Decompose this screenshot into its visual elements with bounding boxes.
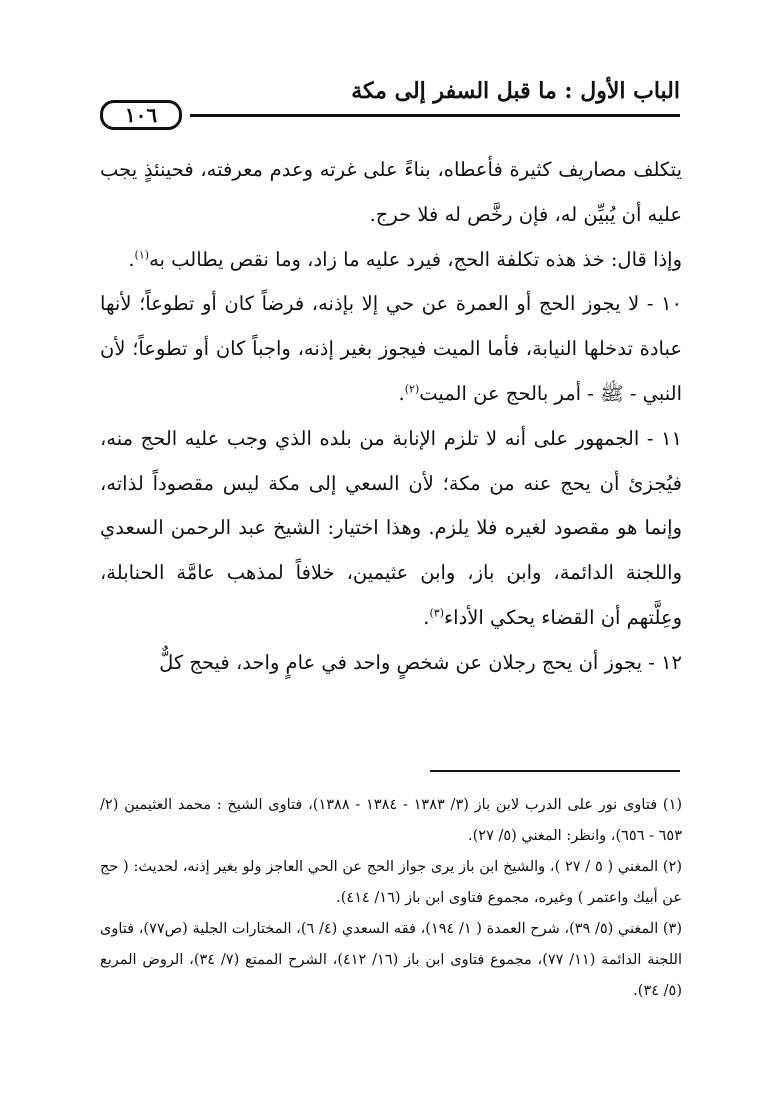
footnote: (٣) المغني (٥/ ٣٩)، شرح العمدة ( ١/ ١٩٤)، فقه السعدي (٤/ ٦)، المختارات الجلية (ص٧٧)، فتاوى اللجنة الدائمة (١١/ ٧٧)، مجموع فتاوى ابن باز (١٦/ ٤١٢)، الشرح الممتع (٧/ ٣٤)، الروض المربع (٥/ ٣٤). [100,921,682,999]
footnote-ref: (١) [134,248,150,262]
page-number: ١٠٦ [124,103,158,127]
main-text [100,148,682,686]
paragraph: ١٠ - لا يجوز الحج أو العمرة عن حي إلا بإذنه، فرضاً كان أو تطوعاً؛ لأنها عبادة تدخلها النيابة، فأما الميت فيجوز بغير إذنه، واجباً كان أو تطوعاً؛ لأن النبي - ﷺ - أمر بالحج عن الميت$^{(٢)}$. [100,292,682,405]
paragraph-text: يتكلف مصاريف كثيرة فأعطاه، بناءً على غرته وعدم معرفته، فحينئذٍ يجب عليه أن يُبيِّن له، فإن رخَّص له فلا حرج. [100,158,682,226]
page-header [100,70,680,130]
header-rule [190,114,680,117]
paragraph-text: ١٠ - لا يجوز الحج أو العمرة عن حي إلا بإذنه، فرضاً كان أو تطوعاً؛ لأنها عبادة تدخلها النيابة، فأما الميت فيجوز بغير إذنه، واجباً كان أو تطوعاً؛ لأن النبي - ﷺ - أمر بالحج عن الميت [100,292,682,405]
footnote-ref: (٢) [404,382,420,396]
footnote-separator [430,770,680,772]
footnotes [100,790,682,1007]
page-number-frame [100,100,182,130]
paragraph-text: ١٢ - يجوز أن يحج رجلان عن شخصٍ واحد في عامٍ واحد، فيحج كلٌّ [159,650,682,674]
paragraph: وإذا قال: خذ هذه تكلفة الحج، فيرد عليه ما زاد، وما نقص يطالب به$^{(١)}$. [128,247,682,271]
footnote: (١) فتاوى نور على الدرب لابن باز (٣/ ١٣٨٣ - ١٣٨٤ - ١٣٨٨)، فتاوى الشيخ : محمد العثيمين (٢/ ٦٥٣ - ٦٥٦)، وانظر: المغني (٥/ ٢٧). [100,797,683,844]
paragraph: ١١ - الجمهور على أنه لا تلزم الإنابة من بلده الذي وجب عليه الحج منه، فيُجزئ أن يحج عنه من مكة؛ لأن السعي إلى مكة ليس مقصوداً لذاته، وإنما هو مقصود لغيره فلا يلزم. وهذا اختيار: الشيخ عبد الرحمن السعدي واللجنة الدائمة، وابن باز، وابن عثيمين، خلافاً لمذهب عامَّة الحنابلة، وعِلَّتهم أن القضاء يحكي الأداء$^{(٣)}$. [100,426,682,629]
chapter-title: الباب الأول : ما قبل السفر إلى مكة [351,78,680,104]
paragraph-text: ١١ - الجمهور على أنه لا تلزم الإنابة من بلده الذي وجب عليه الحج منه، فيُجزئ أن يحج عنه من مكة؛ لأن السعي إلى مكة ليس مقصوداً لذاته، وإنما هو مقصود لغيره فلا يلزم. وهذا اختيار: الشيخ عبد الرحمن السعدي واللجنة الدائمة، وابن باز، وابن عثيمين، خلافاً لمذهب عامَّة الحنابلة، وعِلَّتهم أن القضاء يحكي الأداء [100,426,682,629]
footnote-ref: (٣) [429,606,445,620]
paragraph [100,641,682,686]
paragraph [100,148,682,238]
paragraph-text: وإذا قال: خذ هذه تكلفة الحج، فيرد عليه ما زاد، وما نقص يطالب به [149,247,682,271]
footnote: (٢) المغني ( ٥ / ٢٧ )، والشيخ ابن باز يرى جواز الحج عن الحي العاجز ولو بغير إذنه، لحديث: ( حج عن أبيك واعتمر ) وغيره، مجموع فتاوى ابن باز (١٦/ ٤١٤). [100,859,682,906]
